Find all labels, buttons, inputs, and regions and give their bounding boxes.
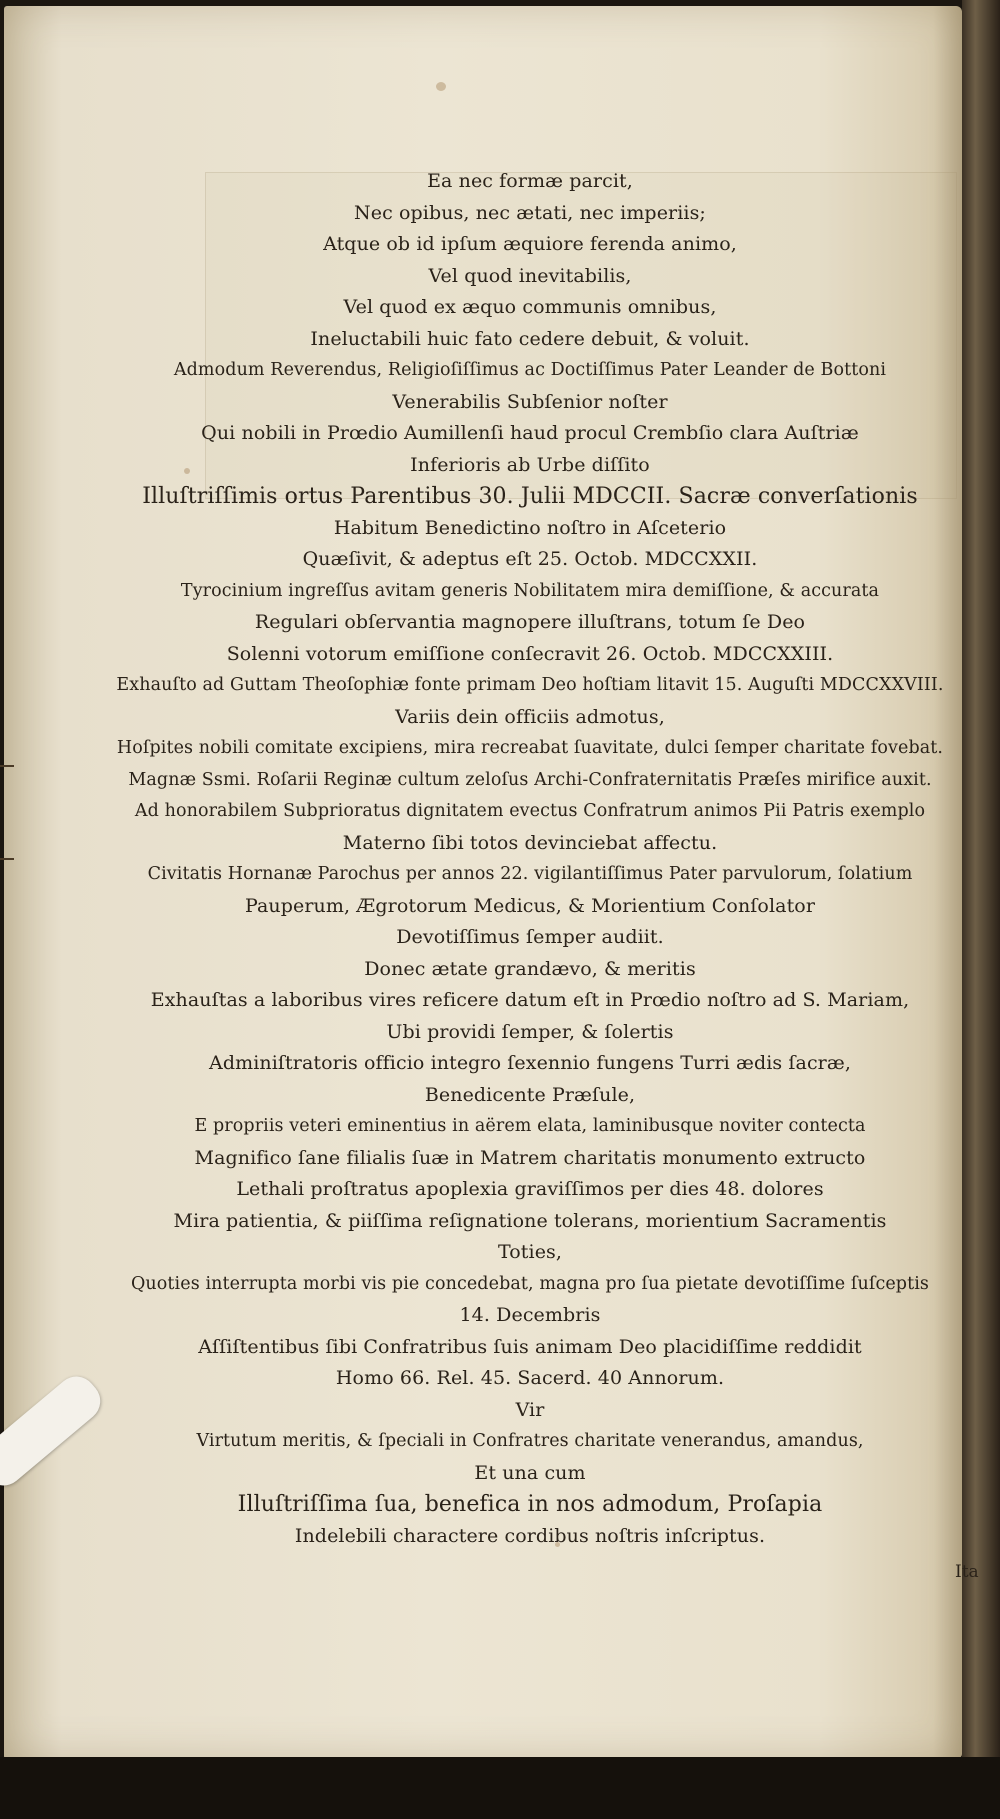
text-line: Tyrocinium ingreſſus avitam generis Nobilitatem mira demiſſione, & accurata [180,580,880,601]
text-line: Ad honorabilem Subprioratus dignitatem evectus Confratrum animos Pii Patris exemplo [134,801,926,821]
text-line: Quoties interrupta morbi vis pie concedebat, magna pro ſua pietate devotiſſime ſuſceptis [130,1273,930,1294]
epitaph-text [110,166,950,1552]
text-line: Et una cum [474,1461,586,1484]
text-line: Lethali proſtratus apoplexia graviſſimos per dies 48. dolores [236,1178,824,1200]
scanner-background [0,1757,1000,1819]
text-line: Vel quod ex æquo communis omnibus, [343,296,717,318]
text-line: Pauperum, Ægrotorum Medicus, & Morientium Conſolator [244,894,816,917]
text-line: E propriis veteri eminentius in aërem elata, laminibusque noviter contecta [194,1116,866,1136]
text-line: Materno ſibi totos devinciebat affectu. [342,831,718,854]
text-line: 14. Decembris [459,1304,601,1326]
text-line: Habitum Benedictino noſtro in Aſceterio [333,516,727,539]
text-line: Ea nec formæ parcit, [427,170,633,192]
text-line: Homo 66. Rel. 45. Sacerd. 40 Annorum. [335,1367,725,1389]
foxing-spot [436,82,446,91]
text-line: Regulari obſervantia magnopere illuſtrans, totum ſe Deo [254,611,806,633]
catchword: Ita [955,1562,979,1582]
text-line: Virtutum meritis, & ſpeciali in Confratres charitate venerandus, amandus, [196,1431,864,1451]
text-line: Toties, [497,1241,563,1263]
text-line: Donec ætate grandævo, & meritis [364,957,696,980]
text-line: Benedicente Præſule, [424,1083,636,1106]
text-line: Aſſiſtentibus ſibi Confratribus ſuis animam Deo placidiſſime reddidit [198,1335,862,1358]
text-line: Exhauſto ad Guttam Theoſophiæ fonte primam Deo hoſtiam litavit 15. Auguſti MDCCXXVIII. [116,675,944,695]
text-line: Hoſpites nobili comitate excipiens, mira recreabat ſuavitate, dulci ſemper charitate fovebat. [116,738,944,758]
text-line: Ubi providi ſemper, & ſolertis [386,1020,674,1043]
text-line: Vir [515,1398,545,1421]
text-line: Admodum Reverendus, Religioſiſſimus ac Doctiſſimus Pater Leander de Bottoni [173,360,887,380]
text-line: Illuſtriſſima ſua, benefica in nos admodum, Proſapia [237,1492,823,1517]
text-line: Magnifico ſane filialis ſuæ in Matrem charitatis monumento extructo [194,1146,866,1169]
text-line: Inferioris ab Urbe diſſito [410,453,650,476]
text-line: Vel quod inevitabilis, [428,264,632,287]
text-line: Civitatis Hornanæ Parochus per annos 22. vigilantiſſimus Pater parvulorum, ſolatium [147,864,913,884]
text-line: Solenni votorum emiſſione conſecravit 26. Octob. MDCCXXIII. [226,642,834,665]
text-line: Exhauſtas a laboribus vires reficere datum eſt in Prœdio noſtro ad S. Mariam, [150,989,910,1011]
text-line: Indelebili charactere cordibus noſtris inſcriptus. [294,1524,766,1547]
text-line: Magnæ Ssmi. Roſarii Reginæ cultum zeloſus Archi-Confraternitatis Præſes mirifice auxit. [128,769,932,790]
text-line: Illuſtriſſimis ortus Parentibus 30. Julii MDCCII. Sacræ converſationis [142,484,918,509]
text-line: Adminiſtratoris officio integro ſexennio fungens Turri ædis ſacræ, [209,1052,851,1074]
text-line: Ineluctabili huic fato cedere debuit, & voluit. [310,327,750,350]
text-line: Mira patientia, & piiſſima reſignatione tolerans, morientium Sacramentis [173,1209,887,1232]
text-line: Atque ob id ipſum æquiore ferenda animo, [323,233,737,255]
adjacent-page-edge [962,0,1000,1819]
text-line: Devotiſſimus ſemper audiit. [396,926,664,948]
text-line: Qui nobili in Prœdio Aumillenſi haud procul Crembſio clara Auſtriæ [201,422,859,444]
text-line: Venerabilis Subſenior noſter [392,390,668,413]
text-line: Nec opibus, nec ætati, nec imperiis; [354,201,706,224]
binding-thread [0,765,14,767]
text-line: Variis dein officiis admotus, [395,705,665,728]
text-line: Quæſivit, & adeptus eſt 25. Octob. MDCCXXII. [302,548,758,570]
binding-thread [0,858,14,860]
